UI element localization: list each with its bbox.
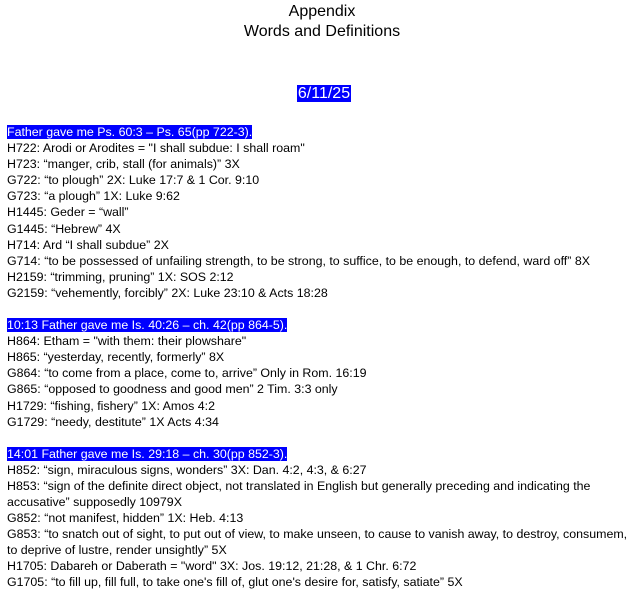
definition-entry: G722: “to plough” 2X: Luke 17:7 & 1 Cor. 9:10 bbox=[7, 173, 260, 188]
section-header: 14:01 Father gave me Is. 29:18 – ch. 30(pp 852-3). bbox=[7, 446, 288, 461]
definition-entry: G852: “not manifest, hidden” 1X: Heb. 4:13 bbox=[7, 511, 244, 526]
date-heading bbox=[0, 83, 631, 104]
definition-entry: G1445: “Hebrew” 4X bbox=[7, 221, 121, 236]
section-header: Father gave me Ps. 60:3 – Ps. 65(pp 722-3). bbox=[7, 125, 253, 139]
definition-entry: H864: Etham = "with them: their plowshare" bbox=[7, 334, 247, 349]
title-appendix: Appendix bbox=[288, 3, 356, 20]
definition-entry: H1729: “fishing, fishery” 1X: Amos 4:2 bbox=[7, 398, 215, 413]
definition-entry: G1729: “needy, destitute” 1X Acts 4:34 bbox=[7, 414, 219, 429]
definition-entry: H2159: “trimming, pruning” 1X: SOS 2:12 bbox=[7, 269, 234, 284]
definition-entry: G723: “a plough” 1X: Luke 9:62 bbox=[7, 189, 180, 204]
definition-entry: G853: “to snatch out of sight, to put out of view, to make unseen, to cause to vanish away, to destroy, consumem, to deprive of lustre, render unsightly” 5X bbox=[7, 527, 628, 558]
definition-entry: H714: Ard “I shall subdue” 2X bbox=[7, 237, 169, 252]
title-words-and-definitions: Words and Definitions bbox=[243, 23, 401, 40]
definition-entry: G865: “opposed to goodness and good men” 2 Tim. 3:3 only bbox=[7, 382, 338, 397]
document-body bbox=[7, 124, 629, 607]
definition-entry: H853: “sign of the definite direct object, not translated in English but generally preceding and indicating the accusative” supposedly 10979X bbox=[7, 478, 591, 509]
definition-entry: G2159: “vehemently, forcibly” 2X: Luke 23:10 & Acts 18:28 bbox=[7, 285, 328, 300]
section-header: 10:13 Father gave me Is. 40:26 – ch. 42(pp 864-5). bbox=[7, 318, 288, 333]
document-title bbox=[0, 2, 631, 42]
definition-entry: H722: Arodi or Arodites = "I shall subdue: I shall roam" bbox=[7, 141, 305, 156]
definition-entry: G1705: “to fill up, fill full, to take one's fill of, glut one's desire for, satisfy, satiate” 5X bbox=[7, 575, 463, 590]
reading-section-3 bbox=[7, 446, 629, 591]
definition-entry: G714: “to be possessed of unfailing strength, to be strong, to suffice, to be enough, to defend, ward off” 8X bbox=[7, 253, 590, 268]
reading-section-1 bbox=[7, 124, 629, 301]
definition-entry: H865: “yesterday, recently, formerly” 8X bbox=[7, 350, 225, 365]
date-text: 6/11/25 bbox=[297, 85, 351, 102]
reading-section-2 bbox=[7, 317, 629, 430]
definition-entry: H723: “manger, crib, stall (for animals)” 3X bbox=[7, 157, 240, 172]
definition-entry: H1705: Dabareh or Daberath = "word" 3X: Jos. 19:12, 21:28, & 1 Chr. 6:72 bbox=[7, 559, 417, 574]
definition-entry: H852: “sign, miraculous signs, wonders” 3X: Dan. 4:2, 4:3, & 6:27 bbox=[7, 462, 367, 477]
definition-entry: H1445: Geder = “wall” bbox=[7, 205, 129, 220]
definition-entry: G864: “to come from a place, come to, arrive” Only in Rom. 16:19 bbox=[7, 366, 367, 381]
